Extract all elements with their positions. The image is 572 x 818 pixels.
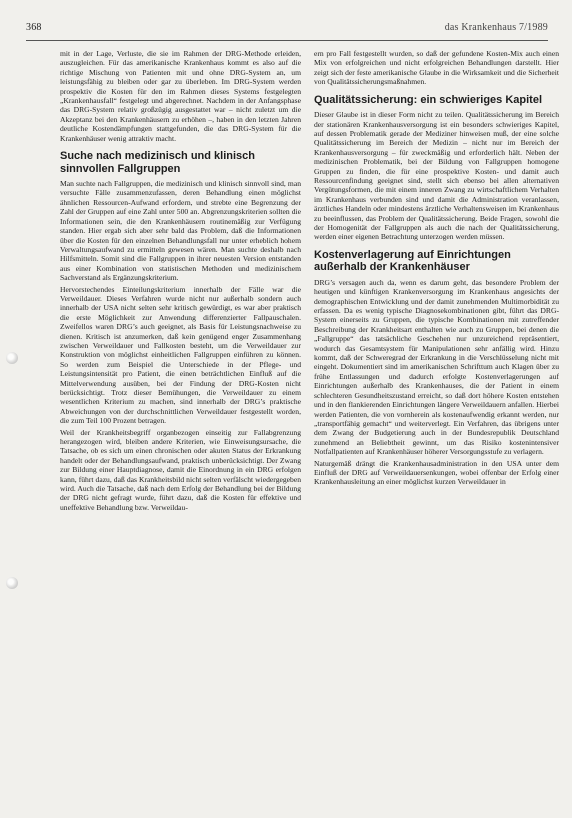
body-paragraph: DRG’s versagen auch da, wenn es darum geht, das besondere Problem der heutigen und künftigen Krankenversorgung im Krankenhaus angesichts der demographischen Entwicklung und der damit zunehmenden Multimorbidität zu erfassen. Da es wenig typische Diagnosekombinationen gibt, führt das DRG-System einerseits zu Gruppen, die typische Kombinationen mit zutreffender Beschreibung der Krankheitsart enthalten wie auch zu Gruppen, bei denen die „Fallgruppe“ das tatsächliche Geschehen nur unzureichend repräsentiert, wodurch das Gesamtsystem für Manipulationen sehr anfällig wird. Hinzu kommt, daß der Schweregrad der Erkrankung in die Verschlüsselung nicht mit eingeht. Dokumentiert sind im amerikanischen Schrifttum auch Klagen über zu frühe Entlassungen und dadurch erfolgte Kostenverlagerungen auf Einrichtungen außerhalb des Krankenhauses, die der Patient in einem schlechteren Gesundheitszustand erreicht, so daß dort höhere Kosten entstehen und in den flankierenden Einrichtungen längere Verweildauern anfallen. Hierbei werden Patienten, die von vornherein als kostenaufwendig erkannt werden, nur „transportfähig gemacht“ und weiterverlegt. Ein Verfahren, das übrigens unter dem Zwang der Budgetierung auch in der Bundesrepublik Deutschland zunehmend an Beliebtheit gewinnt, um das Risiko kostenintensiver Notfallpatienten auf Krankenhäuser höherer Versorgungsstufe zu verlagern. (314, 277, 559, 457)
heading-line: außerhalb der Krankenhäuser (314, 261, 470, 274)
section-heading-kostenverlagerung (314, 249, 559, 274)
journal-reference: das Krankenhaus 7/1989 (444, 22, 548, 33)
punch-hole-icon (6, 577, 18, 589)
section-heading-fallgruppen (60, 150, 301, 175)
punch-hole-icon (6, 352, 18, 364)
right-intro-paragraph: ern pro Fall festgestellt wurden, so daß der gefundene Kosten-Mix auch einen Mix von erfolgreichen und nicht erfolgreichen Behandlungen darstellt. Hier zeigt sich der feste amerikanische Glaube in die Wirksamkeit und die Sicherheit von Qualitätssicherungsmaßnahmen. (314, 49, 559, 87)
heading-line: Suche nach medizinisch und klinisch (60, 150, 255, 163)
left-intro-paragraph: mit in der Lage, Verluste, die sie im Rahmen der DRG-Methode erleiden, auszugleichen. Für das amerikanische Krankenhaus kommt es also auf die richtige Mischung von Patienten mit und ohne DRG-System an, um leistungsfähig zu bleiben oder gar zu überleben. Im DRG-System werden prospektiv die Kosten für den im Rahmen dieses Systems festgelegten „Krankenhausfall“ festgelegt und abgerechnet. Nachdem in der Anfangsphase das DRG-System relativ großzügig ausgestattet war – nicht zuletzt um die Akzeptanz bei den Krankenhäusern zu erhöhen –, haben in den letzten Jahren deutliche Kostendämpfungen stattgefunden, die das DRG-System für die Krankenhäuser wenig attraktiv macht. (60, 49, 301, 143)
body-paragraph: Hervorstechendes Einteilungskriterium innerhalb der Fälle war die Verweildauer. Dieses Verfahren wurde nicht nur außerhalb sondern auch innerhalb der USA nicht selten sehr kritisch gewürdigt, es war aber praktisch die erste Möglichkeit zur Anwendung differenzierter Fallpauschalen. Zweifellos waren DRG’s auch geeignet, als Basis für Leistungsnachweise zu dienen. Kritisch ist anzumerken, daß kein genügend enger Zusammenhang zwischen Verweildauer und Fallkosten besteht, um die Verweildauer zur Konstruktion von möglichst einheitlichen Fallgruppen einführen zu können. So werden zum Beispiel die Unterschiede in der Pflege- und Leistungsintensität pro Patient, die einen beträchtlichen Einfluß auf die Mittelverwendung ausüben, bei der Findung der DRG-Kosten nicht berücksichtigt. Trotz dieser Bemühungen, die Verweildauer zu einem wesentlichen Kriterium zu machen, sind innerhalb der DRG’s praktische Abweichungen von der durchschnittlichen Verweildauer festgestellt worden, die zum Teil 100 Prozent betragen. (60, 284, 301, 426)
body-paragraph: Dieser Glaube ist in dieser Form nicht zu teilen. Qualitätssicherung im Bereich der stationären Krankenhausversorgung ist ein besonders schwieriges Kapitel, auf dessen Problematik gerade der Mediziner hinweisen muß, der eine solche Qualitätssicherung im Bereich der Medizin – nicht nur im Bereich der Krankenhausversorgung – für zweckmäßig und erforderlich hält. Neben der medizinischen Problematik, bei der Bildung von Fallgruppen homogene Gruppen zu finden, die für eine prospektive Kosten- und damit auch Ressourcenfindung geeignet sind, stellt sich ebenso bei allen alternativen Vergütungsformen, die mit einem inneren Zwang zu wirtschaftlichem Verhalten im Krankenhaus verbunden sind und damit die Administration veranlassen, ärztliches Handeln oder mindestens ärztliche Verhaltensweisen im Krankenhaus zu beeinflussen, das Problem der Qualitätssicherung. Beide Fragen, sowohl die der Homogenität der Fallgruppen als auch die nach der Qualitätssicherung, werden einer eigenen Betrachtung unterzogen werden müssen. (314, 110, 559, 242)
page-number: 368 (26, 22, 42, 33)
right-column (314, 49, 559, 810)
body-paragraph: Man suchte nach Fallgruppen, die medizinisch und klinisch sinnvoll sind, man versuchte Fälle zusammenzufassen, deren Behandlung einen möglichst ähnlichen Ressourcen-Aufwand erfordern, und strebte eine Begrenzung der Zahl der Gruppen auf eine Zahl unter 500 an. Abgrenzungskriterien sollten die Informationen sein, die den Krankenhäusern routinemäßig zur Verfügung standen. Hier ergab sich aber sehr bald das Problem, daß die Informationen über die Kosten für den einzelnen Behandlungsfall nur unter erheblich hohem Verwaltungsaufwand zu ermitteln gewesen wären. Man suchte deshalb nach Hilfsmitteln. Somit sind die Fallgruppen in ihrer neuesten Version entstanden aus einer Kombination von statistischen Methoden und medizinischem Sachverstand als Ergänzungskriterium. (60, 179, 301, 283)
body-paragraph: Weil der Krankheitsbegriff organbezogen einseitig zur Fallabgrenzung herangezogen wird, bleiben andere Kriterien, wie Einweisungsursache, die Tatsache, ob es sich um einen chronischen oder akuten Status der Erkrankung handelt oder der Behandlungsaufwand, praktisch unberücksichtigt. Der Zwang zur Bildung einer Hauptdiagnose, damit die Einordnung in ein DRG erfolgen kann, führt dazu, daß das Krankheitsbild nicht selten verfälscht wiedergegeben wird. Auch die Tatsache, daß nach dem Erfolg der Behandlung bei der Bildung der DRG nicht gefragt wurde, führt dazu, daß die Kosten für effektive und uneffektive Behandlung bzw. Verweildau- (60, 427, 301, 512)
left-column (60, 49, 301, 810)
body-paragraph: Naturgemäß drängt die Krankenhausadministration in den USA unter dem Einfluß der DRG auf Verweildauersenkungen, wobei offenbar der Erfolg einer Krankenhausleitung an einer möglichst kurzen Verweildauer in (314, 458, 559, 487)
page-header (26, 22, 548, 42)
section-heading-qualitaetssicherung: Qualitätssicherung: ein schwieriges Kapitel (314, 93, 543, 106)
header-divider (26, 40, 548, 41)
heading-line: Kostenverlagerung auf Einrichtungen (314, 248, 511, 261)
heading-line: sinnvollen Fallgruppen (60, 162, 181, 175)
